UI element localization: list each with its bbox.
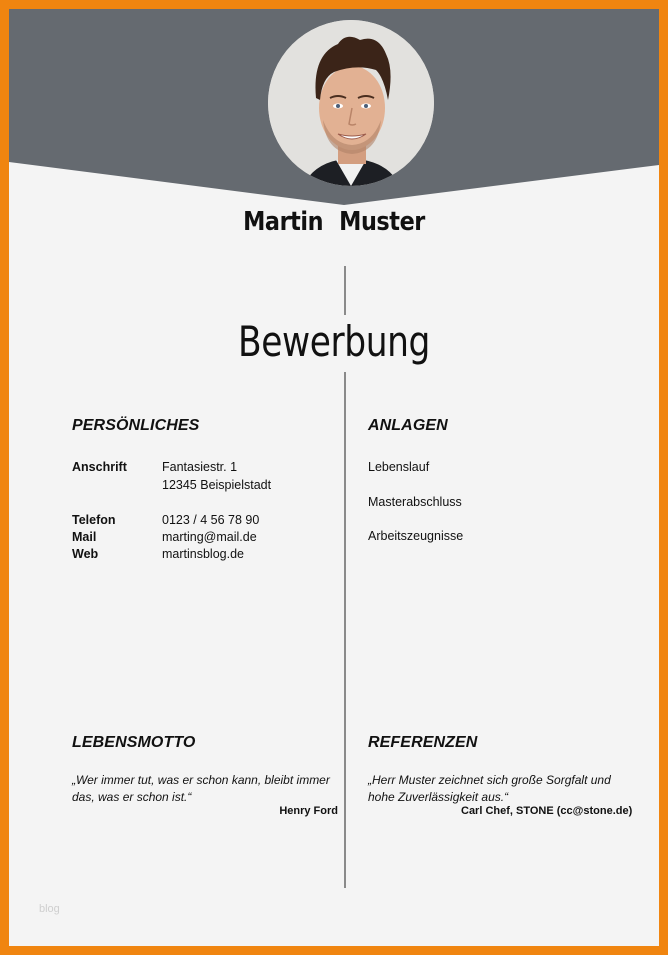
web-label: Web: [72, 547, 99, 561]
references-quote: [368, 772, 638, 806]
mail-row: [72, 529, 332, 546]
vertical-divider-main: [344, 372, 346, 888]
first-name: Martin: [243, 207, 324, 237]
address-label: Anschrift: [72, 460, 127, 474]
references-heading: REFERENZEN: [368, 734, 478, 751]
address-line1: Fantasiestr. 1: [162, 460, 238, 474]
web-value[interactable]: martinsblog.de: [162, 547, 244, 561]
references-author: Carl Chef, STONE (cc@stone.de): [461, 805, 633, 817]
attachment-item: Arbeitszeugnisse: [368, 529, 464, 543]
references-quote-line2: hohe Zuverlässigkeit aus.“: [368, 790, 509, 804]
address-row: [72, 459, 332, 499]
motto-quote-line2: das, was er schon ist.“: [72, 790, 192, 804]
phone-label: Telefon: [72, 513, 116, 527]
attachments-heading: ANLAGEN: [368, 417, 448, 434]
mail-label: Mail: [72, 530, 97, 544]
portrait-icon: [268, 20, 434, 186]
motto-quote-line1: „Wer immer tut, was er schon kann, bleibt immer: [72, 773, 330, 787]
phone-row: [72, 512, 332, 529]
web-row: [72, 546, 332, 563]
attachment-item: Lebenslauf: [368, 460, 430, 474]
watermark-text: blog: [39, 903, 60, 915]
cover-page: [9, 9, 659, 946]
motto-quote: [72, 772, 342, 806]
personal-heading: PERSÖNLICHES: [72, 417, 200, 434]
mail-value[interactable]: marting@mail.de: [162, 530, 257, 544]
references-quote-line1: „Herr Muster zeichnet sich große Sorgfalt und: [368, 773, 611, 787]
last-name: Muster: [339, 207, 425, 237]
motto-author: Henry Ford: [279, 805, 338, 817]
attachment-item: Masterabschluss: [368, 495, 462, 509]
address-line2: 12345 Beispielstadt: [162, 478, 272, 492]
profile-photo: [268, 20, 434, 186]
applicant-name: [55, 207, 614, 237]
motto-heading: LEBENSMOTTO: [72, 734, 196, 751]
phone-value: 0123 / 4 56 78 90: [162, 513, 260, 527]
vertical-divider-top: [344, 266, 346, 315]
document-title: Bewerbung: [237, 317, 431, 366]
